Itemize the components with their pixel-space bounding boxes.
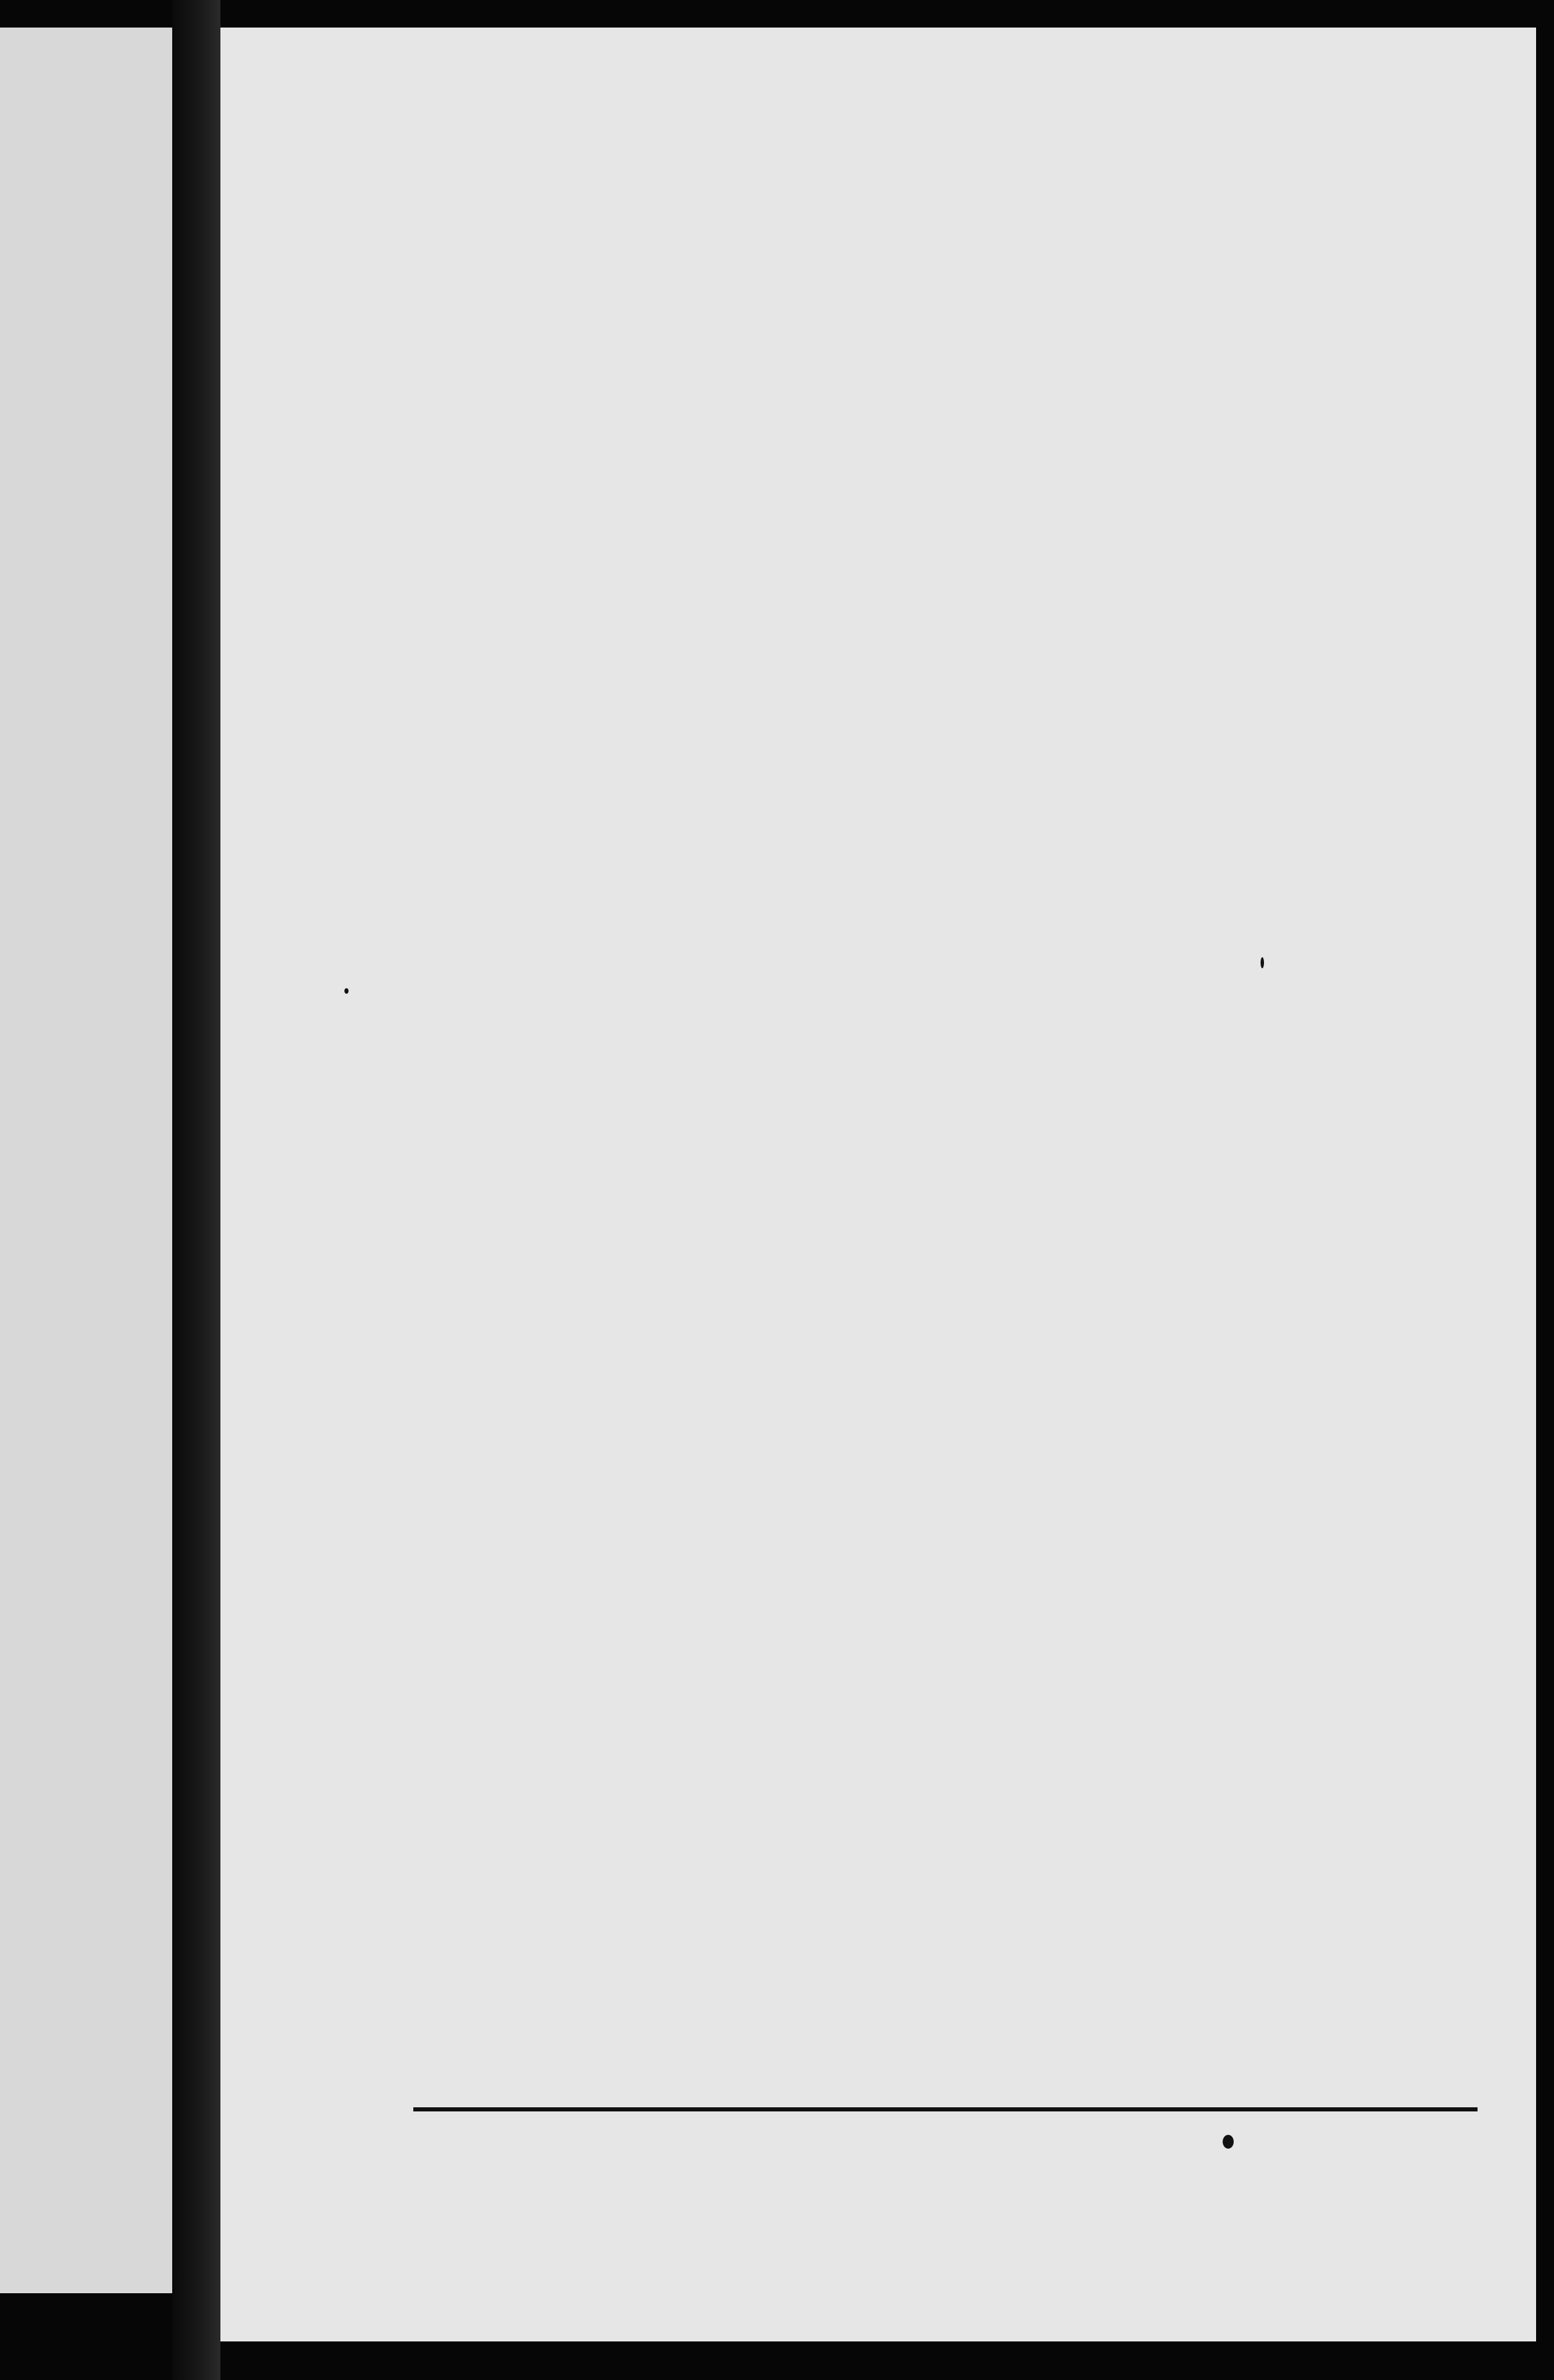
book-gutter (172, 0, 220, 2380)
facing-page-edge (0, 28, 179, 2293)
scan-speck (1223, 2135, 1234, 2149)
footnote-rule (413, 2107, 1478, 2111)
scan-speck (1261, 957, 1264, 968)
book-page (220, 28, 1536, 2341)
signature-row (393, 2025, 1522, 2083)
scan-speck (344, 988, 349, 994)
